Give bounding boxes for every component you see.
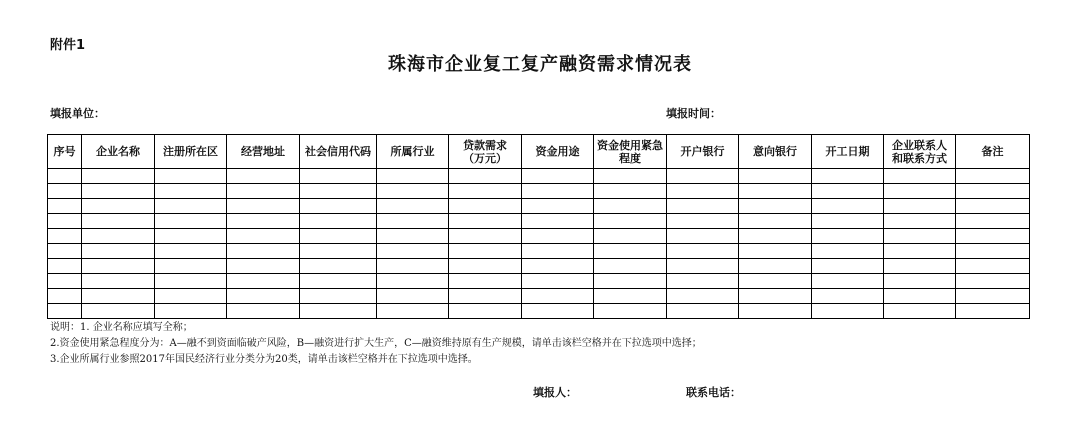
table-row <box>48 289 1030 304</box>
table-cell[interactable] <box>449 259 522 274</box>
table-cell[interactable] <box>377 244 449 259</box>
table-cell[interactable] <box>227 289 300 304</box>
table-cell[interactable] <box>48 274 82 289</box>
header-account-bank: 开户银行 <box>667 135 739 169</box>
table-cell[interactable] <box>227 304 300 319</box>
table-cell[interactable] <box>449 244 522 259</box>
table-cell[interactable] <box>812 304 884 319</box>
table-cell[interactable] <box>812 214 884 229</box>
table-cell[interactable] <box>377 184 449 199</box>
table-cell[interactable] <box>739 184 812 199</box>
filler-label: 填报人： <box>533 386 577 399</box>
table-cell[interactable] <box>739 199 812 214</box>
table-cell[interactable] <box>594 214 667 229</box>
table-cell[interactable] <box>48 199 82 214</box>
table-cell[interactable] <box>227 244 300 259</box>
table-row <box>48 259 1030 274</box>
table-cell[interactable] <box>155 289 227 304</box>
table-cell[interactable] <box>155 184 227 199</box>
table-cell[interactable] <box>812 229 884 244</box>
table-header-row <box>48 135 1030 169</box>
table-row <box>48 274 1030 289</box>
table-cell[interactable] <box>82 244 155 259</box>
table-cell[interactable] <box>377 199 449 214</box>
table-cell[interactable] <box>812 199 884 214</box>
table-cell[interactable] <box>956 199 1030 214</box>
table-cell[interactable] <box>48 229 82 244</box>
table-cell[interactable] <box>155 229 227 244</box>
header-contact: 企业联系人和联系方式 <box>884 135 956 169</box>
note-line-1: 说明：1. 企业名称应填写全称； <box>50 322 193 333</box>
table-cell[interactable] <box>594 229 667 244</box>
table-cell[interactable] <box>300 214 377 229</box>
fill-time-label: 填报时间： <box>666 107 721 120</box>
table-cell[interactable] <box>82 214 155 229</box>
table-cell[interactable] <box>956 289 1030 304</box>
table-cell[interactable] <box>812 184 884 199</box>
table-cell[interactable] <box>812 274 884 289</box>
header-address: 经营地址 <box>227 135 300 169</box>
table-cell[interactable] <box>956 304 1030 319</box>
table-cell[interactable] <box>956 274 1030 289</box>
table-cell[interactable] <box>667 304 739 319</box>
table-cell[interactable] <box>377 259 449 274</box>
table-cell[interactable] <box>884 274 956 289</box>
table-cell[interactable] <box>82 259 155 274</box>
table-cell[interactable] <box>522 274 594 289</box>
attachment-label: 附件1 <box>50 38 86 53</box>
table-cell[interactable] <box>884 289 956 304</box>
table-cell[interactable] <box>300 289 377 304</box>
table-cell[interactable] <box>48 244 82 259</box>
table-cell[interactable] <box>812 259 884 274</box>
table-cell[interactable] <box>300 304 377 319</box>
table-cell[interactable] <box>449 289 522 304</box>
table-cell[interactable] <box>739 259 812 274</box>
table-cell[interactable] <box>227 184 300 199</box>
table-cell[interactable] <box>594 199 667 214</box>
table-cell[interactable] <box>956 169 1030 184</box>
table-cell[interactable] <box>82 229 155 244</box>
table-row <box>48 184 1030 199</box>
table-cell[interactable] <box>667 214 739 229</box>
fill-unit-label: 填报单位： <box>50 107 105 120</box>
table-cell[interactable] <box>300 274 377 289</box>
table-cell[interactable] <box>884 259 956 274</box>
table-cell[interactable] <box>377 214 449 229</box>
table-row <box>48 229 1030 244</box>
table-cell[interactable] <box>155 169 227 184</box>
table-cell[interactable] <box>739 244 812 259</box>
table-cell[interactable] <box>884 214 956 229</box>
table-cell[interactable] <box>227 199 300 214</box>
header-district: 注册所在区 <box>155 135 227 169</box>
table-cell[interactable] <box>449 169 522 184</box>
table-cell[interactable] <box>522 199 594 214</box>
table-cell[interactable] <box>667 244 739 259</box>
header-start-date: 开工日期 <box>812 135 884 169</box>
table-cell[interactable] <box>739 289 812 304</box>
table-cell[interactable] <box>48 184 82 199</box>
table-cell[interactable] <box>82 169 155 184</box>
header-fund-use: 资金用途 <box>522 135 594 169</box>
table-cell[interactable] <box>884 304 956 319</box>
table-cell[interactable] <box>667 184 739 199</box>
table-cell[interactable] <box>594 289 667 304</box>
table-cell[interactable] <box>82 289 155 304</box>
header-industry: 所属行业 <box>377 135 449 169</box>
table-cell[interactable] <box>522 184 594 199</box>
table-cell[interactable] <box>594 259 667 274</box>
table-cell[interactable] <box>884 199 956 214</box>
table-cell[interactable] <box>300 229 377 244</box>
header-remarks: 备注 <box>956 135 1030 169</box>
table-cell[interactable] <box>956 244 1030 259</box>
table-cell[interactable] <box>667 229 739 244</box>
table-cell[interactable] <box>449 229 522 244</box>
table-cell[interactable] <box>739 229 812 244</box>
table-cell[interactable] <box>155 259 227 274</box>
header-urgency: 资金使用紧急程度 <box>594 135 667 169</box>
table-cell[interactable] <box>48 169 82 184</box>
table-cell[interactable] <box>522 169 594 184</box>
table-cell[interactable] <box>227 169 300 184</box>
table-cell[interactable] <box>739 274 812 289</box>
table-cell[interactable] <box>884 244 956 259</box>
table-cell[interactable] <box>594 184 667 199</box>
table-cell[interactable] <box>449 184 522 199</box>
page-title: 珠海市企业复工复产融资需求情况表 <box>388 54 692 75</box>
table-cell[interactable] <box>522 244 594 259</box>
table-cell[interactable] <box>667 199 739 214</box>
financing-demand-table <box>47 134 1030 319</box>
table-cell[interactable] <box>739 169 812 184</box>
table-cell[interactable] <box>377 274 449 289</box>
table-cell[interactable] <box>82 199 155 214</box>
table-cell[interactable] <box>667 169 739 184</box>
table-cell[interactable] <box>155 274 227 289</box>
header-loan-demand: 贷款需求（万元） <box>449 135 522 169</box>
table-cell[interactable] <box>300 259 377 274</box>
table-cell[interactable] <box>522 229 594 244</box>
table-cell[interactable] <box>377 229 449 244</box>
table-cell[interactable] <box>48 304 82 319</box>
table-cell[interactable] <box>667 274 739 289</box>
table-row <box>48 214 1030 229</box>
table-cell[interactable] <box>48 259 82 274</box>
table-cell[interactable] <box>667 259 739 274</box>
table-cell[interactable] <box>449 304 522 319</box>
table-cell[interactable] <box>594 274 667 289</box>
table-row <box>48 304 1030 319</box>
table-cell[interactable] <box>522 214 594 229</box>
table-cell[interactable] <box>377 304 449 319</box>
note-line-2: 2.资金使用紧急程度分为：A—融不到资面临破产风险，B—融资进行扩大生产，C—融资维持原有生产规模，请单击该栏空格并在下拉选项中选择； <box>50 338 702 349</box>
table-cell[interactable] <box>155 199 227 214</box>
table-cell[interactable] <box>48 214 82 229</box>
table-cell[interactable] <box>449 214 522 229</box>
table-row <box>48 199 1030 214</box>
table-cell[interactable] <box>300 244 377 259</box>
table-cell[interactable] <box>82 184 155 199</box>
table-cell[interactable] <box>812 244 884 259</box>
table-cell[interactable] <box>812 169 884 184</box>
table-cell[interactable] <box>449 274 522 289</box>
table-cell[interactable] <box>956 259 1030 274</box>
table-cell[interactable] <box>956 214 1030 229</box>
table-cell[interactable] <box>227 274 300 289</box>
table-cell[interactable] <box>300 169 377 184</box>
table-cell[interactable] <box>667 289 739 304</box>
table-cell[interactable] <box>739 214 812 229</box>
table-cell[interactable] <box>300 184 377 199</box>
table-cell[interactable] <box>377 169 449 184</box>
header-company-name: 企业名称 <box>82 135 155 169</box>
table-cell[interactable] <box>594 169 667 184</box>
phone-label: 联系电话： <box>686 386 741 399</box>
table-cell[interactable] <box>594 244 667 259</box>
table-cell[interactable] <box>884 229 956 244</box>
table-cell[interactable] <box>522 304 594 319</box>
table-cell[interactable] <box>227 229 300 244</box>
table-cell[interactable] <box>155 244 227 259</box>
table-cell[interactable] <box>956 184 1030 199</box>
table-cell[interactable] <box>739 304 812 319</box>
table-cell[interactable] <box>594 304 667 319</box>
table-cell[interactable] <box>227 259 300 274</box>
header-intended-bank: 意向银行 <box>739 135 812 169</box>
table-cell[interactable] <box>155 214 227 229</box>
header-credit-code: 社会信用代码 <box>300 135 377 169</box>
table-cell[interactable] <box>82 304 155 319</box>
table-cell[interactable] <box>377 289 449 304</box>
table-cell[interactable] <box>300 199 377 214</box>
table-cell[interactable] <box>227 214 300 229</box>
table-cell[interactable] <box>522 289 594 304</box>
header-seq: 序号 <box>48 135 82 169</box>
table-row <box>48 169 1030 184</box>
table-cell[interactable] <box>956 229 1030 244</box>
table-cell[interactable] <box>155 304 227 319</box>
table-cell[interactable] <box>812 289 884 304</box>
notes-block <box>50 320 702 368</box>
table-cell[interactable] <box>884 184 956 199</box>
table-cell[interactable] <box>48 289 82 304</box>
table-cell[interactable] <box>449 199 522 214</box>
table-cell[interactable] <box>522 259 594 274</box>
table-cell[interactable] <box>82 274 155 289</box>
note-line-3: 3.企业所属行业参照2017年国民经济行业分类分为20类，请单击该栏空格并在下拉选项中选择。 <box>50 354 478 365</box>
table-cell[interactable] <box>884 169 956 184</box>
table-row <box>48 244 1030 259</box>
